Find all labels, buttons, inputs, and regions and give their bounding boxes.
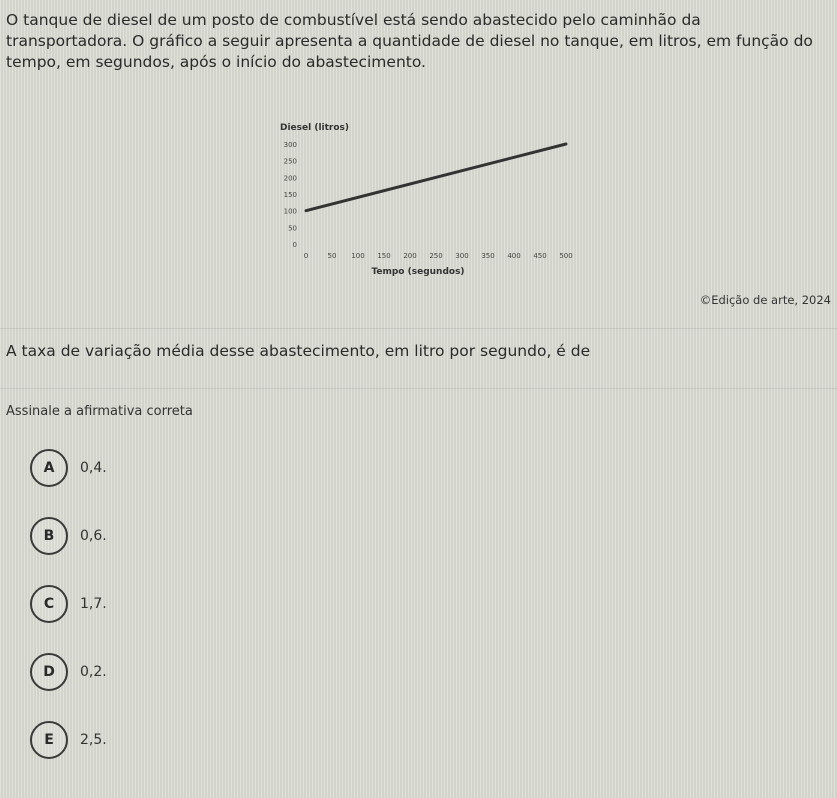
x-tick-label: 450 (533, 252, 547, 260)
divider (0, 328, 837, 329)
instruction-text: Assinale a afirmativa correta (6, 404, 193, 419)
x-tick-label: 0 (303, 252, 309, 260)
y-ticks (284, 141, 297, 249)
option-d-text: 0,2. (80, 664, 107, 680)
option-e[interactable] (30, 720, 107, 760)
option-a[interactable] (30, 448, 107, 488)
option-c-letter[interactable]: C (30, 585, 68, 623)
y-tick-label: 100 (283, 207, 297, 216)
option-a-letter[interactable]: A (30, 449, 68, 487)
x-tick-label: 100 (351, 252, 365, 260)
x-axis-label: Tempo (segundos) (371, 267, 465, 277)
x-tick-label: 50 (327, 252, 337, 260)
chart-svg (268, 116, 578, 286)
question-prompt: A taxa de variação média desse abastecimento, em litro por segundo, é de (6, 342, 591, 360)
option-e-text: 2,5. (80, 732, 107, 748)
y-tick-label: 250 (283, 157, 297, 166)
x-tick-label: 350 (481, 252, 495, 260)
series-group (306, 144, 566, 211)
y-tick-label: 50 (288, 224, 297, 233)
option-b[interactable] (30, 516, 107, 556)
answer-options (30, 448, 107, 788)
option-b-letter[interactable]: B (30, 517, 68, 555)
x-tick-label: 400 (507, 252, 521, 260)
option-e-letter[interactable]: E (30, 721, 68, 759)
x-tick-label: 250 (429, 252, 443, 260)
option-d[interactable] (30, 652, 107, 692)
y-tick-label: 200 (283, 174, 297, 183)
y-axis-label: Diesel (litros) (280, 123, 350, 133)
option-c[interactable] (30, 584, 107, 624)
x-tick-label: 300 (455, 252, 469, 260)
x-ticks (304, 252, 573, 260)
option-b-text: 0,6. (80, 528, 107, 544)
y-tick-label: 150 (283, 191, 297, 199)
x-tick-label: 200 (403, 252, 417, 260)
x-tick-label: 500 (559, 252, 573, 260)
option-c-text: 1,7. (80, 596, 107, 612)
x-tick-label: 150 (377, 252, 391, 260)
diesel-chart (268, 116, 578, 286)
y-tick-label: 300 (283, 141, 297, 149)
y-tick-label: 0 (292, 241, 297, 249)
image-credit: ©Edição de arte, 2024 (699, 293, 831, 307)
option-d-letter[interactable]: D (30, 653, 68, 691)
divider (0, 388, 837, 389)
series-line (306, 144, 566, 211)
question-text: O tanque de diesel de um posto de combustível está sendo abastecido pelo caminhão da transportadora. O gráfico a seguir apresenta a quantidade de diesel no tanque, em litros, em função do tempo, em segundos, após o início do abastecimento. (6, 11, 813, 71)
option-a-text: 0,4. (80, 460, 107, 476)
